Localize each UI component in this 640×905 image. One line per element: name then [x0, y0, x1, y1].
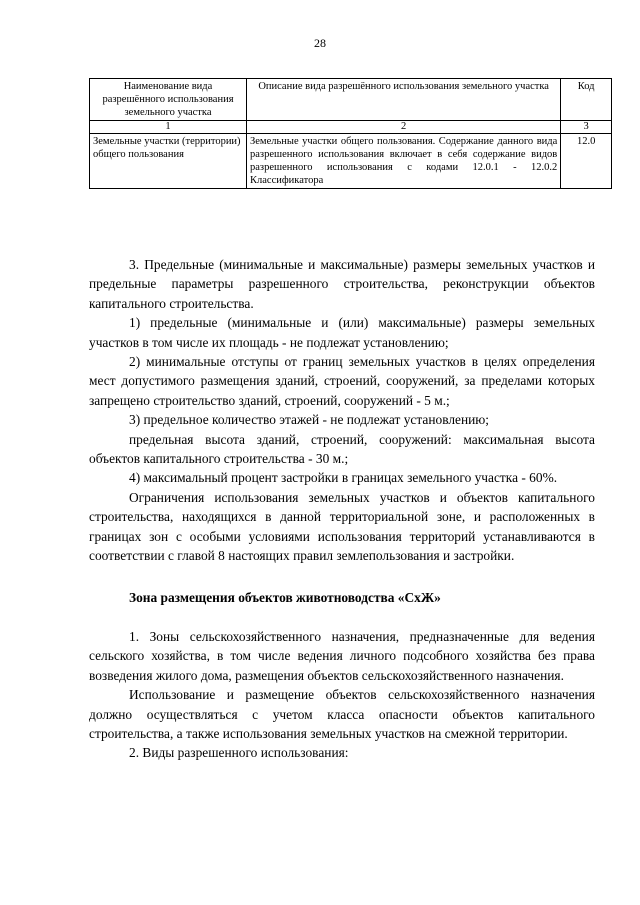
table-header-name: Наименование вида разрешённого использования земельного участка [90, 79, 247, 121]
paragraph: 1. Зоны сельскохозяйственного назначения, предназначенные для ведения сельского хозяйства, в том числе ведения личного подсобного хозяйства без права возведения жилого дома, размещения объектов сельскохозяйственного назначения. [89, 628, 595, 683]
column-number: 1 [90, 121, 247, 134]
table-cell-name: Земельные участки (территории) общего пользования [90, 134, 247, 189]
table-header-code: Код [561, 79, 612, 121]
column-number: 2 [247, 121, 561, 134]
table-header-description: Описание вида разрешённого использования земельного участка [247, 79, 561, 121]
paragraph: 3. Предельные (минимальные и максимальные) размеры земельных участков и предельные параметры разрешенного строительства, реконструкции объектов капитального строительства. [89, 257, 595, 311]
paragraph: Использование и размещение объектов сельскохозяйственного назначения должно осуществляться с учетом класса опасности объектов капитального строительства, а также использования земельных участков на смежной территории. [89, 687, 595, 741]
section-heading: Зона размещения объектов животноводства «СхЖ» [129, 589, 441, 605]
land-use-table [89, 78, 612, 189]
paragraph: предельная высота зданий, строений, сооружений: максимальная высота объектов капитального строительства - 30 м.; [89, 431, 595, 467]
paragraph: 4) максимальный процент застройки в границах земельного участка - 60%. [129, 470, 558, 486]
body-text [89, 255, 595, 763]
column-number: 3 [561, 121, 612, 134]
table-column-number-row [90, 121, 612, 134]
paragraph: Ограничения использования земельных участков и объектов капитального строительства, находящихся в данной территориальной зоне, и расположенных в границах зон с особыми условиями использования территорий устанавливаются в соответствии с главой 8 настоящих правил землепользования и застройки. [89, 489, 595, 564]
paragraph: 1) предельные (минимальные и (или) максимальные) размеры земельных участков в том числе их площадь - не подлежат установлению; [89, 315, 595, 350]
table-cell-description: Земельные участки общего пользования. Содержание данного вида разрешенного использования включает в себя содержание видов разрешенного использования с кодами 12.0.1 - 12.0.2 Классификатора [247, 134, 561, 189]
paragraph: 2. Виды разрешенного использования: [129, 745, 349, 761]
page-number: 28 [314, 36, 326, 50]
paragraph: 3) предельное количество этажей - не подлежат установлению; [129, 412, 490, 428]
table-header-row [90, 79, 612, 121]
table-cell-code: 12.0 [561, 134, 612, 189]
table-row [90, 134, 612, 189]
paragraph: 2) минимальные отступы от границ земельных участков в целях определения мест допустимого размещения зданий, строений, сооружений, за пределами которых запрещено строительство зданий, строений, сооружений - 5 м.; [89, 354, 595, 408]
